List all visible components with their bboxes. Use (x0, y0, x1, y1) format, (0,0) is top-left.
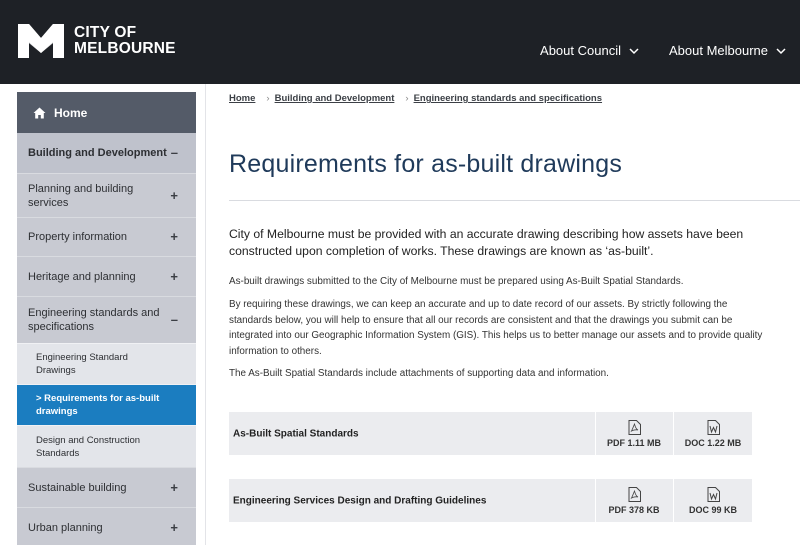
download-row (229, 479, 752, 522)
download-row (229, 412, 752, 455)
doc-size-label: DOC 1.22 MB (684, 437, 742, 448)
logo-wordmark (74, 25, 176, 57)
sidebar-item-property-information[interactable] (17, 217, 196, 256)
expand-icon: + (170, 187, 178, 203)
sidebar-subitem-design-construction-standards[interactable] (17, 425, 196, 467)
top-navigation (540, 43, 786, 58)
page-title: Requirements for as-built drawings (229, 150, 623, 178)
sidebar-subitem-label: Engineering Standard Drawings (36, 352, 128, 376)
sidebar-subitem-requirements-as-built[interactable] (17, 384, 196, 425)
expand-icon: + (170, 229, 178, 244)
home-icon (33, 107, 46, 119)
sidebar-subitem-label: Design and Construction Standards (36, 434, 141, 459)
collapse-icon: – (170, 312, 178, 327)
nav-about-council[interactable] (540, 43, 639, 58)
breadcrumb-separator-icon: › (405, 93, 409, 104)
chevron-down-icon (776, 46, 786, 56)
nav-label: About Melbourne (668, 43, 768, 58)
expand-icon: + (170, 519, 178, 535)
body-paragraph: By requiring these drawings, we can keep an accurate and up to date record of our assets. By strictly following the standards below, you will help to ensure that all our records are consistent and that the drawings you submit can be integrated into our Geographic Information System (GIS). This helps us to better manage our assets and to provide quality information to others. (229, 299, 763, 357)
sidebar-subitem-label: > Requirements for as-built drawings (36, 393, 160, 417)
sidebar-item-urban-planning[interactable] (17, 507, 196, 545)
logo-m-icon (16, 22, 66, 60)
word-file-icon (707, 487, 720, 502)
body-paragraph: The As-Built Spatial Standards include attachments of supporting data and information. (229, 368, 609, 379)
sidebar-home[interactable] (17, 92, 196, 133)
sidebar-item-engineering-standards[interactable] (17, 296, 196, 343)
breadcrumb-building-development[interactable]: Building and Development (274, 93, 395, 104)
download-title: As-Built Spatial Standards (233, 428, 359, 439)
download-pdf-button[interactable] (595, 479, 673, 522)
expand-icon: + (170, 479, 178, 495)
expand-icon: + (170, 268, 178, 284)
chevron-down-icon (629, 46, 639, 56)
collapse-icon: – (170, 145, 178, 160)
sidebar-subitem-engineering-standard-drawings[interactable] (17, 343, 196, 384)
sidebar-item-label: Property information (28, 231, 128, 243)
sidebar-item-planning-building-services[interactable] (17, 173, 196, 217)
body-paragraph: As-built drawings submitted to the City of Melbourne must be prepared using As-Built Spatial Standards. (229, 276, 684, 287)
download-doc-button[interactable] (674, 412, 752, 455)
sidebar-home-label: Home (54, 105, 88, 120)
site-header (0, 0, 800, 84)
sidebar-item-label: Planning and building services (28, 182, 134, 209)
title-divider (229, 200, 800, 201)
intro-paragraph: City of Melbourne must be provided with an accurate drawing describing how assets have been constructed upon completion of works. These drawings are known as ‘as-built’. (229, 227, 744, 258)
content-divider (205, 84, 206, 545)
breadcrumb-separator-icon: › (266, 93, 270, 104)
download-doc-button[interactable] (674, 479, 752, 522)
word-file-icon (707, 420, 720, 435)
nav-about-melbourne[interactable] (669, 43, 786, 58)
download-title: Engineering Services Design and Drafting Guidelines (233, 495, 487, 506)
sidebar-item-sustainable-building[interactable] (17, 467, 196, 507)
city-of-melbourne-logo[interactable] (16, 22, 176, 60)
sidebar-item-label: Sustainable building (28, 481, 127, 494)
logo-line-2: MELBOURNE (74, 40, 176, 57)
download-pdf-button[interactable] (595, 412, 673, 455)
breadcrumb-home[interactable]: Home (229, 93, 256, 104)
nav-label: About Council (540, 43, 621, 58)
pdf-file-icon (628, 420, 641, 435)
pdf-file-icon (628, 487, 641, 502)
sidebar-item-label: Urban planning (28, 521, 103, 534)
pdf-size-label: PDF 378 KB (608, 504, 660, 515)
doc-size-label: DOC 99 KB (688, 504, 737, 515)
sidebar-section-building-development[interactable] (17, 133, 196, 173)
sidebar-item-heritage-planning[interactable] (17, 256, 196, 296)
logo-line-1: CITY OF (74, 24, 137, 41)
breadcrumb-engineering-standards[interactable]: Engineering standards and specifications (413, 93, 603, 104)
breadcrumb (229, 93, 602, 104)
sidebar-item-label: Engineering standards and specifications (28, 307, 160, 333)
sidebar-item-label: Heritage and planning (28, 270, 136, 283)
pdf-size-label: PDF 1.11 MB (606, 437, 662, 448)
sidebar-item-label: Building and Development (28, 147, 167, 159)
sidebar-navigation (17, 92, 196, 545)
